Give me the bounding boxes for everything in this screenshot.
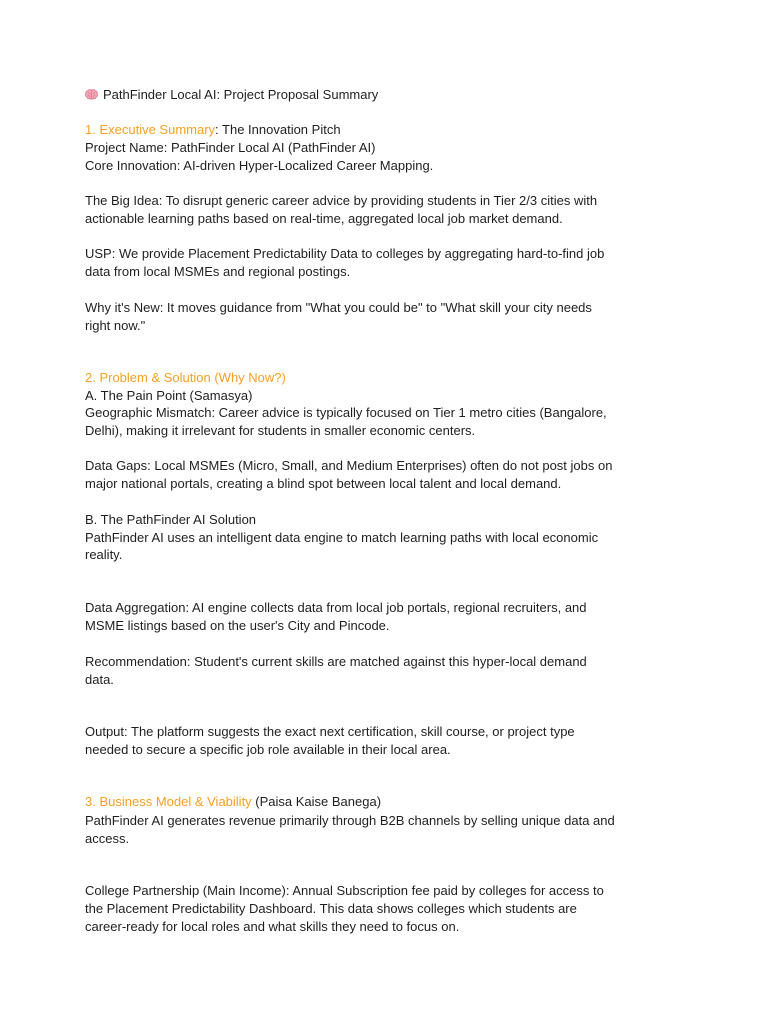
section3-heading-rest: (Paisa Kaise Banega): [251, 794, 382, 809]
section3-heading-accent: 3. Business Model & Viability: [85, 794, 252, 809]
section1-heading-accent: 1. Executive Summary: [85, 122, 216, 137]
document-title: [85, 86, 378, 104]
aggregation-line-2: MSME listings based on the user's City and Pincode.: [85, 618, 390, 633]
solution-line-2: reality.: [85, 547, 123, 562]
section2-heading: 2. Problem & Solution (Why Now?): [85, 370, 286, 385]
revenue-line-1: PathFinder AI generates revenue primarily through B2B channels by selling unique data and: [85, 813, 615, 828]
solution-heading: B. The PathFinder AI Solution: [85, 512, 257, 527]
project-name: Project Name: PathFinder Local AI (PathFinder AI): [85, 140, 376, 155]
pain-point-heading: A. The Pain Point (Samasya): [85, 388, 253, 403]
college-line-2: the Placement Predictability Dashboard. This data shows colleges which students are: [85, 901, 577, 916]
output-line-1: Output: The platform suggests the exact next certification, skill course, or project type: [85, 724, 575, 739]
solution-line-1: PathFinder AI uses an intelligent data engine to match learning paths with local economic: [85, 530, 599, 545]
data-gaps-line-1: Data Gaps: Local MSMEs (Micro, Small, and Medium Enterprises) often do not post jobs on: [85, 458, 613, 473]
big-idea-line-1: The Big Idea: To disrupt generic career advice by providing students in Tier 2/3 cities with: [85, 193, 598, 208]
college-line-3: career-ready for local roles and what skills they need to focus on.: [85, 919, 460, 934]
section1-heading: [85, 121, 341, 139]
section3-heading: [85, 793, 381, 811]
geographic-line-2: Delhi), making it irrelevant for students in smaller economic centers.: [85, 423, 476, 438]
recommendation-line-1: Recommendation: Student's current skills are matched against this hyper-local demand: [85, 654, 587, 669]
brain-icon: [85, 89, 98, 100]
why-new-line-1: Why it's New: It moves guidance from "What you could be" to "What skill your city needs: [85, 300, 592, 315]
aggregation-line-1: Data Aggregation: AI engine collects data from local job portals, regional recruiters, and: [85, 600, 587, 615]
title-text: PathFinder Local AI: Project Proposal Summary: [103, 87, 379, 102]
output-line-2: needed to secure a specific job role available in their local area.: [85, 742, 451, 757]
big-idea-line-2: actionable learning paths based on real-time, aggregated local job market demand.: [85, 211, 563, 226]
recommendation-line-2: data.: [85, 672, 114, 687]
core-innovation: Core Innovation: AI-driven Hyper-Localized Career Mapping.: [85, 158, 434, 173]
why-new-line-2: right now.": [85, 318, 146, 333]
college-line-1: College Partnership (Main Income): Annual Subscription fee paid by colleges for access to: [85, 883, 604, 898]
data-gaps-line-2: major national portals, creating a blind spot between local talent and local demand.: [85, 476, 562, 491]
geographic-line-1: Geographic Mismatch: Career advice is typically focused on Tier 1 metro cities (Bangalore,: [85, 405, 607, 420]
usp-line-2: data from local MSMEs and regional postings.: [85, 264, 351, 279]
revenue-line-2: access.: [85, 831, 130, 846]
section1-heading-rest: : The Innovation Pitch: [215, 122, 341, 137]
usp-line-1: USP: We provide Placement Predictability Data to colleges by aggregating hard-to-find job: [85, 246, 605, 261]
